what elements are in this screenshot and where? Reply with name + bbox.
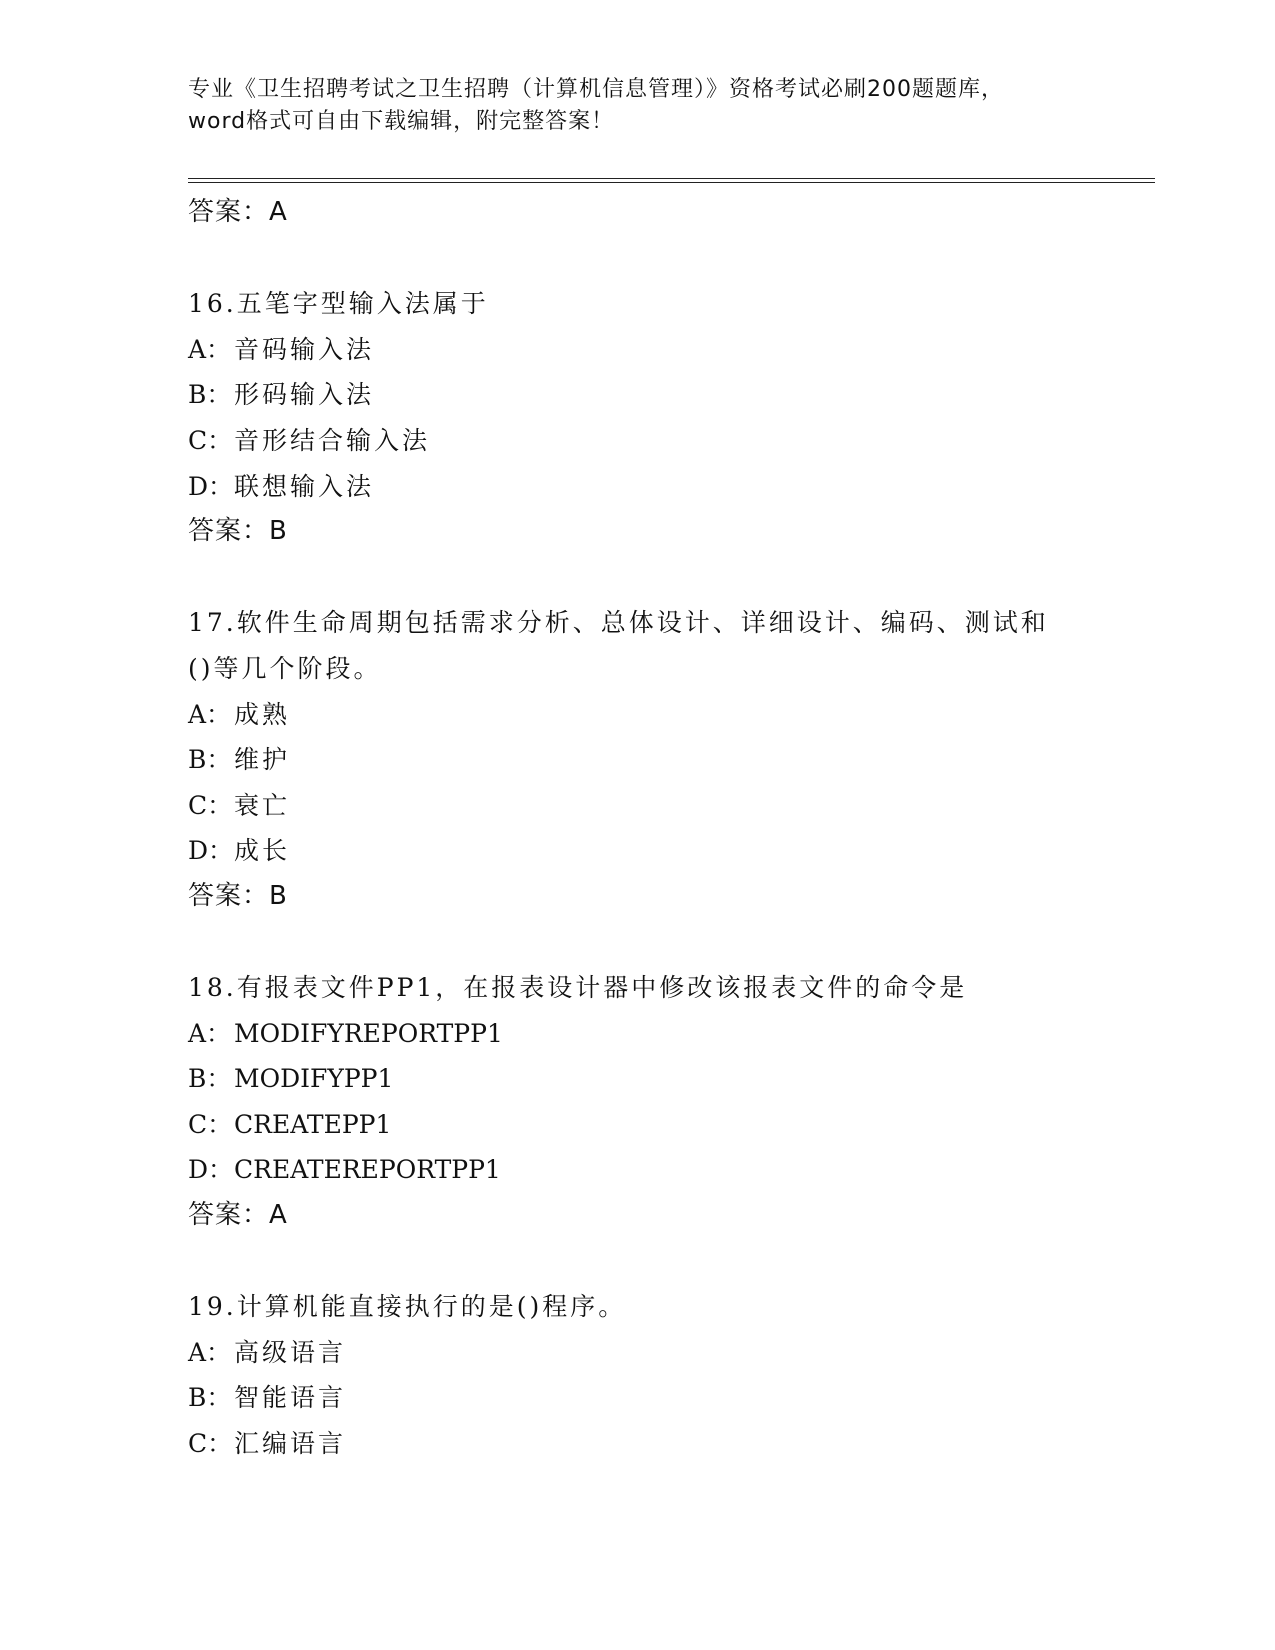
answer: 答案：B bbox=[188, 516, 288, 547]
option-key: D： bbox=[188, 836, 234, 866]
option-d bbox=[188, 464, 1155, 510]
option-text: 维护 bbox=[234, 745, 291, 775]
option-c bbox=[188, 1102, 1155, 1148]
option-a bbox=[188, 327, 1155, 373]
option-text: 汇编语言 bbox=[234, 1429, 347, 1459]
document-header bbox=[188, 74, 1088, 138]
option-b bbox=[188, 1056, 1155, 1102]
option-text: 衰亡 bbox=[234, 790, 291, 820]
option-key: B： bbox=[188, 1383, 232, 1413]
option-text: CREATEREPORTPP1 bbox=[234, 1155, 501, 1185]
question-17 bbox=[188, 600, 1155, 919]
option-d bbox=[188, 828, 1155, 874]
option-key: C： bbox=[188, 1109, 233, 1139]
option-key: A： bbox=[188, 1337, 232, 1367]
option-key: B： bbox=[188, 745, 232, 775]
question-text: 16.五笔字型输入法属于 bbox=[188, 289, 489, 319]
option-text: 音码输入法 bbox=[234, 334, 375, 364]
spacer bbox=[188, 236, 1155, 282]
option-b bbox=[188, 737, 1155, 783]
answer: 答案：B bbox=[188, 880, 288, 911]
question-text: 19.计算机能直接执行的是()程序。 bbox=[188, 1292, 627, 1322]
option-c bbox=[188, 418, 1155, 464]
question-text: 17.软件生命周期包括需求分析、总体设计、详细设计、编码、测试和 bbox=[188, 608, 1049, 638]
header-line-1: 专业《卫生招聘考试之卫生招聘（计算机信息管理）》资格考试必刷200题题库， bbox=[188, 77, 1004, 102]
option-key: C： bbox=[188, 425, 233, 455]
question-text-continued: ()等几个阶段。 bbox=[188, 653, 382, 683]
option-key: B： bbox=[188, 1064, 232, 1094]
header-rule-top bbox=[188, 178, 1155, 179]
option-key: A： bbox=[188, 334, 232, 364]
spacer bbox=[188, 555, 1155, 601]
spacer bbox=[188, 920, 1155, 966]
option-c bbox=[188, 1421, 1155, 1467]
option-key: D： bbox=[188, 1155, 234, 1185]
option-text: 形码输入法 bbox=[234, 380, 375, 410]
header-line-2: word格式可自由下载编辑，附完整答案！ bbox=[188, 109, 615, 134]
document-body bbox=[188, 190, 1155, 1467]
question-18 bbox=[188, 965, 1155, 1239]
option-key: C： bbox=[188, 790, 233, 820]
previous-answer: 答案：A bbox=[188, 197, 288, 227]
option-text: 高级语言 bbox=[234, 1337, 347, 1367]
option-a bbox=[188, 692, 1155, 738]
option-text: 智能语言 bbox=[234, 1383, 347, 1413]
question-16 bbox=[188, 281, 1155, 555]
option-b bbox=[188, 372, 1155, 418]
option-text: MODIFYREPORTPP1 bbox=[234, 1018, 503, 1048]
option-a bbox=[188, 1011, 1155, 1057]
option-text: CREATEPP1 bbox=[234, 1109, 392, 1139]
option-d bbox=[188, 1147, 1155, 1193]
answer: 答案：A bbox=[188, 1200, 288, 1231]
option-key: B： bbox=[188, 380, 232, 410]
header-rule-bottom bbox=[188, 182, 1155, 183]
option-a bbox=[188, 1330, 1155, 1376]
option-text: 成熟 bbox=[234, 699, 291, 729]
option-text: 音形结合输入法 bbox=[234, 425, 431, 455]
option-text: 成长 bbox=[234, 836, 291, 866]
option-text: 联想输入法 bbox=[234, 471, 375, 501]
option-key: D： bbox=[188, 471, 234, 501]
option-key: C： bbox=[188, 1429, 233, 1459]
spacer bbox=[188, 1239, 1155, 1285]
question-19 bbox=[188, 1284, 1155, 1466]
option-c bbox=[188, 783, 1155, 829]
option-key: A： bbox=[188, 699, 232, 729]
option-b bbox=[188, 1375, 1155, 1421]
option-key: A： bbox=[188, 1018, 232, 1048]
option-text: MODIFYPP1 bbox=[234, 1064, 394, 1094]
question-text: 18.有报表文件PP1，在报表设计器中修改该报表文件的命令是 bbox=[188, 973, 968, 1003]
